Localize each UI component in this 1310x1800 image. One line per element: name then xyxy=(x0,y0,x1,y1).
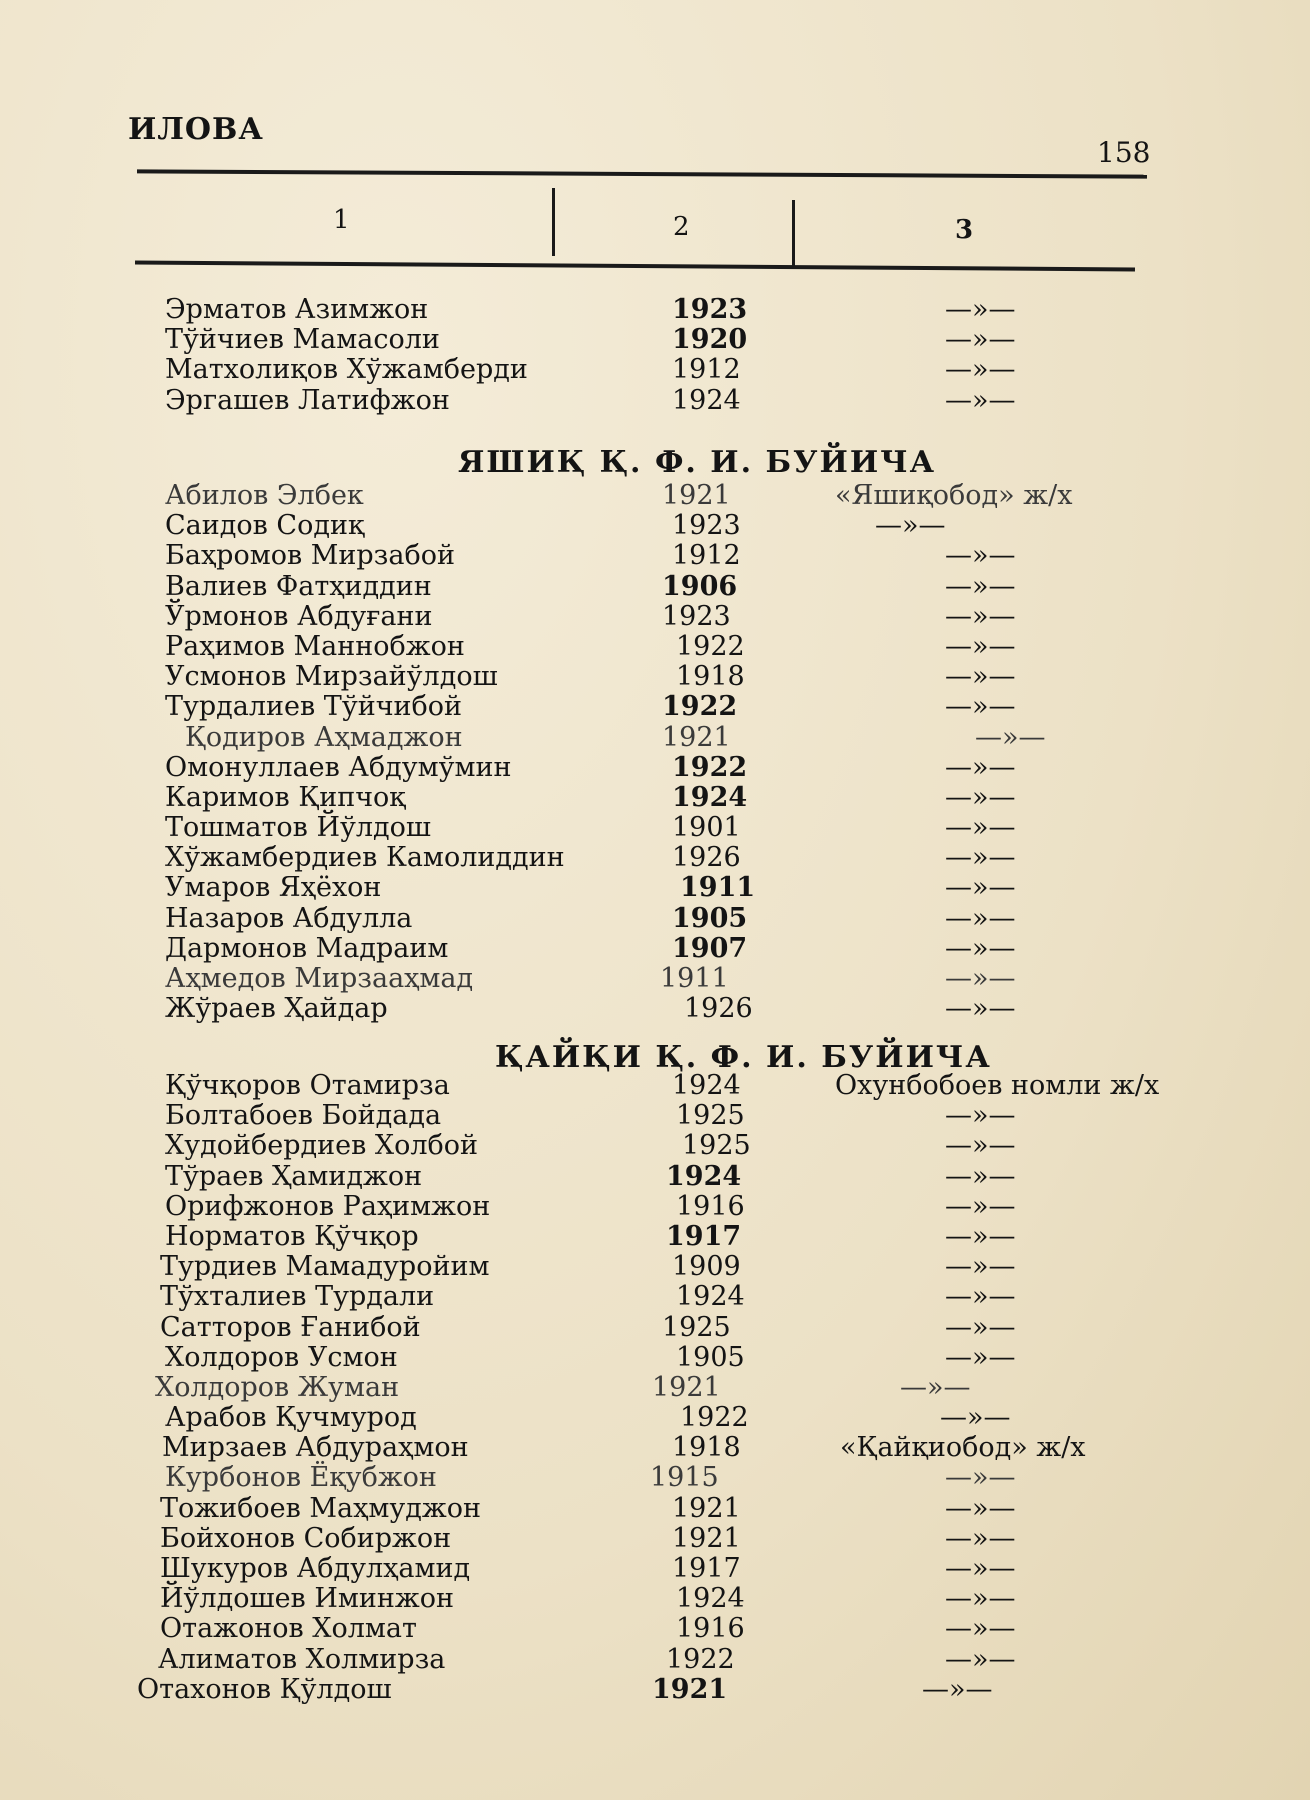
section-title-qayqi: ҚАЙҚИ Қ. Ф. И. БУЙИЧА xyxy=(495,1040,992,1075)
list-item xyxy=(0,601,1310,631)
ditto-mark: —»— xyxy=(945,630,1016,662)
list-item xyxy=(0,661,1310,691)
birth-year: 1921 xyxy=(662,480,731,511)
birth-year: 1917 xyxy=(672,1553,741,1584)
birth-year: 1921 xyxy=(652,1371,721,1403)
birth-year: 1906 xyxy=(662,570,738,602)
column-header-1: 1 xyxy=(333,205,350,235)
list-item xyxy=(0,1221,1310,1251)
list-item xyxy=(0,631,1310,661)
ditto-mark: —»— xyxy=(875,510,946,542)
person-name: Аҳмедов Мирзааҳмад xyxy=(165,963,474,994)
birth-year: 1925 xyxy=(682,1130,751,1162)
birth-year: 1917 xyxy=(666,1220,742,1252)
birth-year: 1921 xyxy=(662,721,731,753)
person-name: Валиев Фатҳиддин xyxy=(165,570,432,602)
list-item xyxy=(0,903,1310,933)
person-name: Болтабоев Бойдада xyxy=(165,1100,442,1132)
ditto-mark: —»— xyxy=(940,1402,1011,1434)
section-title-yashiq: ЯШИҚ Қ. Ф. И. БУЙИЧА xyxy=(457,445,937,480)
birth-year: 1905 xyxy=(672,902,748,934)
person-name: Тўраев Ҳамиджон xyxy=(165,1160,423,1192)
list-item xyxy=(0,480,1310,510)
birth-year: 1920 xyxy=(672,324,748,356)
list-item xyxy=(0,722,1310,752)
birth-year: 1916 xyxy=(676,1613,745,1645)
list-item xyxy=(0,1583,1310,1613)
page-number: 158 xyxy=(1097,136,1151,169)
person-name: Бойхонов Собиржон xyxy=(160,1522,452,1554)
ditto-mark: —»— xyxy=(945,1311,1016,1343)
ditto-mark: —»— xyxy=(945,1130,1016,1162)
ditto-mark: —»— xyxy=(900,1371,971,1403)
birth-year: 1912 xyxy=(672,540,741,572)
ditto-mark: —»— xyxy=(945,384,1016,416)
ditto-mark: —»— xyxy=(945,691,1016,723)
ditto-mark: —»— xyxy=(922,1673,993,1705)
farm-name: «Қайқиобод» ж/х xyxy=(840,1432,1086,1464)
ditto-mark: —»— xyxy=(945,1160,1016,1192)
person-name: Йўлдошев Иминжон xyxy=(160,1583,454,1615)
ditto-mark: —»— xyxy=(945,1553,1016,1584)
person-name: Худойбердиев Холбой xyxy=(165,1130,479,1162)
person-name: Тўйчиев Мамасоли xyxy=(165,324,440,356)
list-item xyxy=(0,1191,1310,1221)
person-name: Раҳимов Маннобжон xyxy=(165,630,465,662)
person-name: Турдалиев Тўйчибой xyxy=(165,691,463,723)
birth-year: 1924 xyxy=(672,1070,741,1101)
list-item xyxy=(0,1070,1310,1100)
birth-year: 1921 xyxy=(672,1492,741,1524)
birth-year: 1924 xyxy=(676,1281,745,1313)
birth-year: 1915 xyxy=(650,1462,719,1494)
list-item xyxy=(0,1493,1310,1523)
ditto-mark: —»— xyxy=(945,600,1016,632)
person-name: Умаров Яҳёхон xyxy=(165,872,382,904)
person-name: Каримов Қипчоқ xyxy=(165,781,406,813)
person-name: Норматов Қўчқор xyxy=(165,1220,419,1252)
person-name: Отахонов Қўлдош xyxy=(137,1673,392,1705)
person-name: Холдоров Усмон xyxy=(165,1341,398,1373)
birth-year: 1909 xyxy=(672,1251,741,1283)
birth-year: 1924 xyxy=(676,1583,745,1615)
person-name: Турдиев Мамадуройим xyxy=(160,1251,490,1283)
person-name: Орифжонов Раҳимжон xyxy=(165,1190,491,1222)
ditto-mark: —»— xyxy=(945,1341,1016,1373)
ditto-mark: —»— xyxy=(945,1613,1016,1645)
person-name: Хўжамбердиев Камолиддин xyxy=(165,842,565,874)
person-name: Холдоров Жуман xyxy=(155,1371,400,1403)
ditto-mark: —»— xyxy=(945,842,1016,874)
person-name: Саидов Содиқ xyxy=(165,510,365,542)
ditto-mark: —»— xyxy=(945,1583,1016,1615)
person-name: Эргашев Латифжон xyxy=(165,384,450,416)
list-item xyxy=(0,812,1310,842)
birth-year: 1911 xyxy=(680,872,756,904)
ditto-mark: —»— xyxy=(945,993,1016,1025)
birth-year: 1922 xyxy=(672,751,748,783)
list-item xyxy=(0,1372,1310,1402)
person-name: Тўхталиев Турдали xyxy=(160,1281,435,1313)
birth-year: 1922 xyxy=(676,630,745,662)
column-header-3: 3 xyxy=(955,215,974,245)
person-name: Баҳромов Мирзабой xyxy=(165,540,455,572)
person-name: Қодиров Аҳмаджон xyxy=(185,721,463,753)
list-item xyxy=(0,540,1310,570)
ditto-mark: —»— xyxy=(945,294,1016,325)
list-item xyxy=(0,872,1310,902)
list-item xyxy=(0,933,1310,963)
ditto-mark: —»— xyxy=(945,661,1016,693)
birth-year: 1918 xyxy=(676,661,745,693)
list-item xyxy=(0,385,1310,415)
list-item xyxy=(0,1523,1310,1553)
list-item xyxy=(0,1312,1310,1342)
list-item xyxy=(0,1402,1310,1432)
page-header-title: ИЛОВА xyxy=(128,112,264,147)
list-item xyxy=(0,691,1310,721)
person-name: Отажонов Холмат xyxy=(160,1613,417,1645)
list-item xyxy=(0,510,1310,540)
ditto-mark: —»— xyxy=(975,721,1046,753)
person-name: Тошматов Йўлдош xyxy=(165,812,432,844)
person-name: Қўчқоров Отамирза xyxy=(165,1070,450,1101)
ditto-mark: —»— xyxy=(945,354,1016,386)
ditto-mark: —»— xyxy=(945,540,1016,572)
person-name: Жўраев Ҳайдар xyxy=(165,993,388,1025)
birth-year: 1922 xyxy=(680,1402,749,1434)
person-name: Шукуров Абдулҳамид xyxy=(160,1553,471,1584)
farm-name: «Яшиқобод» ж/х xyxy=(835,480,1073,511)
list-item xyxy=(0,1432,1310,1462)
birth-year: 1901 xyxy=(672,812,741,844)
birth-year: 1922 xyxy=(666,1643,735,1675)
ditto-mark: —»— xyxy=(945,1492,1016,1524)
ditto-mark: —»— xyxy=(945,570,1016,602)
list-item xyxy=(0,324,1310,354)
ditto-mark: —»— xyxy=(945,781,1016,813)
birth-year: 1923 xyxy=(672,294,748,325)
person-name: Сатторов Ғанибой xyxy=(160,1311,421,1343)
column-divider-2 xyxy=(792,200,795,266)
ditto-mark: —»— xyxy=(945,902,1016,934)
ditto-mark: —»— xyxy=(945,872,1016,904)
person-name: Абилов Элбек xyxy=(165,480,364,511)
list-item xyxy=(0,1342,1310,1372)
person-name: Мирзаев Абдураҳмон xyxy=(162,1432,469,1464)
column-divider-1 xyxy=(552,188,555,256)
person-name: Алиматов Холмирза xyxy=(158,1643,446,1675)
list-item xyxy=(0,1462,1310,1492)
birth-year: 1923 xyxy=(672,510,741,542)
birth-year: 1916 xyxy=(676,1190,745,1222)
list-item xyxy=(0,782,1310,812)
birth-year: 1905 xyxy=(676,1341,745,1373)
birth-year: 1912 xyxy=(672,354,741,386)
group-1-list xyxy=(0,294,1310,415)
ditto-mark: —»— xyxy=(945,812,1016,844)
birth-year: 1911 xyxy=(660,963,729,994)
person-name: Матхолиқов Хўжамберди xyxy=(165,354,528,386)
list-item xyxy=(0,1281,1310,1311)
ditto-mark: —»— xyxy=(945,932,1016,964)
person-name: Усмонов Мирзайўлдош xyxy=(165,661,498,693)
birth-year: 1922 xyxy=(662,691,738,723)
person-name: Дармонов Мадраим xyxy=(165,932,449,964)
ditto-mark: —»— xyxy=(945,1220,1016,1252)
list-item xyxy=(0,1130,1310,1160)
birth-year: 1925 xyxy=(676,1100,745,1132)
list-item xyxy=(0,1100,1310,1130)
list-item xyxy=(0,354,1310,384)
list-item xyxy=(0,1613,1310,1643)
list-item xyxy=(0,1251,1310,1281)
section-qayqi-list xyxy=(0,1070,1310,1704)
list-item xyxy=(0,993,1310,1023)
birth-year: 1926 xyxy=(672,842,741,874)
birth-year: 1925 xyxy=(662,1311,731,1343)
list-item xyxy=(0,1644,1310,1674)
list-item xyxy=(0,571,1310,601)
ditto-mark: —»— xyxy=(945,1281,1016,1313)
birth-year: 1924 xyxy=(672,384,741,416)
birth-year: 1924 xyxy=(672,781,748,813)
list-item xyxy=(0,1161,1310,1191)
section-yashiq-list xyxy=(0,480,1310,1023)
ditto-mark: —»— xyxy=(945,1643,1016,1675)
farm-name: Охунбобоев номли ж/х xyxy=(835,1070,1160,1101)
person-name: Назаров Абдулла xyxy=(165,902,413,934)
ditto-mark: —»— xyxy=(945,1251,1016,1283)
person-name: Курбонов Ёқубжон xyxy=(165,1462,437,1494)
birth-year: 1923 xyxy=(662,600,731,632)
birth-year: 1924 xyxy=(666,1160,742,1192)
list-item xyxy=(0,1553,1310,1583)
list-item xyxy=(0,752,1310,782)
person-name: Тожибоев Маҳмуджон xyxy=(160,1492,481,1524)
list-item xyxy=(0,294,1310,324)
ditto-mark: —»— xyxy=(945,1522,1016,1554)
ditto-mark: —»— xyxy=(945,1190,1016,1222)
birth-year: 1921 xyxy=(652,1673,728,1705)
list-item xyxy=(0,842,1310,872)
birth-year: 1921 xyxy=(672,1522,741,1554)
birth-year: 1918 xyxy=(672,1432,741,1464)
ditto-mark: —»— xyxy=(945,963,1016,994)
list-item xyxy=(0,963,1310,993)
person-name: Арабов Қучмурод xyxy=(165,1402,417,1434)
ditto-mark: —»— xyxy=(945,751,1016,783)
person-name: Эрматов Азимжон xyxy=(165,294,429,325)
birth-year: 1926 xyxy=(684,993,753,1025)
column-header-2: 2 xyxy=(673,212,690,242)
ditto-mark: —»— xyxy=(945,1462,1016,1494)
ditto-mark: —»— xyxy=(945,1100,1016,1132)
person-name: Ўрмонов Абдуғани xyxy=(165,600,433,632)
birth-year: 1907 xyxy=(672,932,748,964)
person-name: Омонуллаев Абдумўмин xyxy=(165,751,512,783)
list-item xyxy=(0,1674,1310,1704)
ditto-mark: —»— xyxy=(945,324,1016,356)
